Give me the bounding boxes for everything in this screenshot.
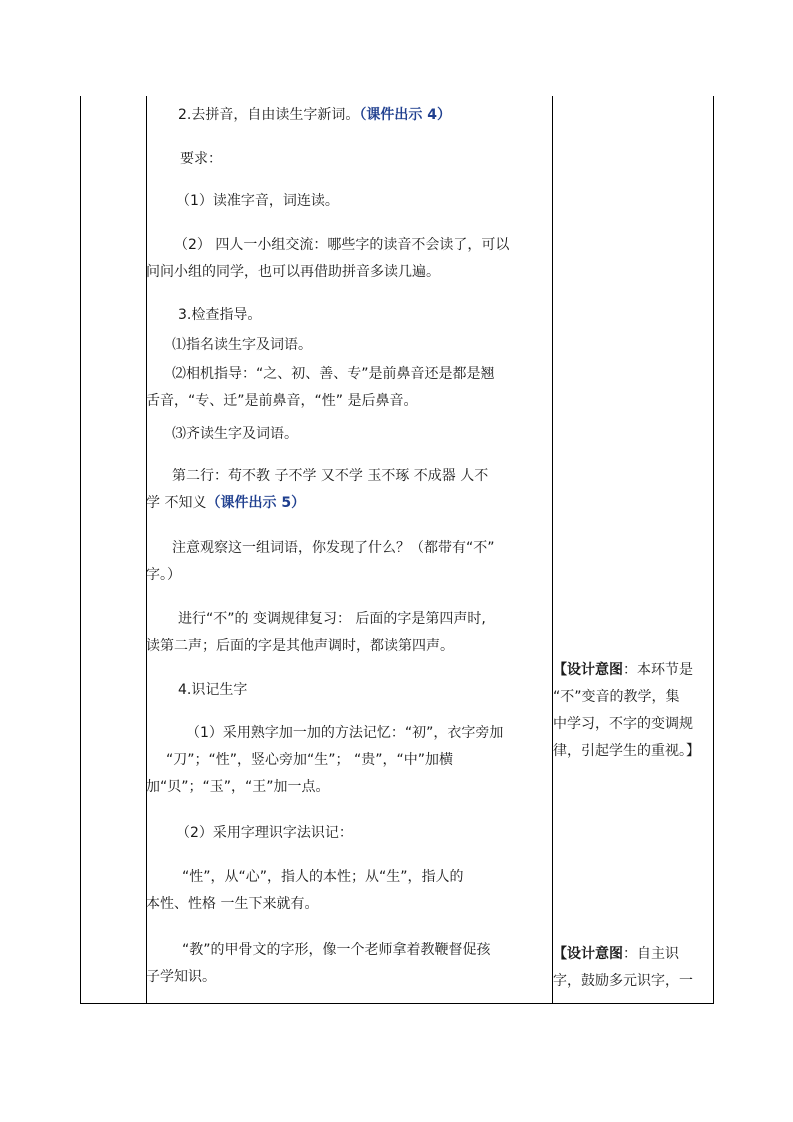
- table-border-col2: [552, 96, 553, 1004]
- memory-method-1-line-3: 加“贝”；“玉”，“王”加一点。: [146, 779, 330, 795]
- tone-rule-line-2: 读第二声；后面的字是其他声调时，都读第四声。: [146, 638, 454, 654]
- second-row-line-1: 第二行：苟不教 子不学 又不学 玉不琢 不成器 人不: [172, 468, 489, 484]
- observe-paragraph: [146, 535, 552, 589]
- step-2-paragraph: [146, 102, 552, 129]
- character-jiao-paragraph: [146, 937, 552, 991]
- requirements-label: 要求：: [180, 151, 222, 167]
- check-item-3: ⑶齐读生字及词语。: [172, 426, 298, 442]
- design-intent-label-1: 【设计意图: [553, 662, 623, 678]
- memory-method-1-line-2: “刀”；“性”，竖心旁加“生”； “贵”，“中”加横: [166, 752, 453, 768]
- check-item-1: ⑴指名读生字及词语。: [172, 337, 312, 353]
- table-border-left: [80, 96, 81, 1004]
- requirement-2-line-2: 问问小组的同学，也可以再借助拼音多读几遍。: [146, 264, 440, 280]
- second-row-paragraph: [146, 463, 552, 517]
- character-jiao-line-1: “教”的甲骨文的字形，像一个老师拿着教鞭督促孩: [182, 942, 491, 958]
- courseware-note-5: （课件出示 5）: [206, 495, 306, 511]
- design-intent-note-1-line-1-rest: ：本环节是: [623, 662, 693, 678]
- requirement-2-line-1: （2） 四人一小组交流：哪些字的读音不会读了，可以: [174, 237, 510, 253]
- tone-rule-line-1: 进行“不”的 变调规律复习： 后面的字是第四声时,: [178, 611, 486, 627]
- design-intent-note-2-line-2: 字，鼓励多元识字，一: [553, 973, 693, 989]
- design-intent-note-2-line-1-rest: ：自主识: [623, 946, 679, 962]
- step-3-heading: 3.检查指导。: [178, 307, 262, 323]
- check-item-2: [146, 361, 552, 415]
- memory-method-1: [146, 720, 552, 801]
- design-intent-note-1-line-4: 律，引起学生的重视。】: [553, 743, 700, 759]
- step-2-text: 2.去拼音，自由读生字新词。: [178, 107, 360, 123]
- tone-rule-paragraph: [146, 606, 552, 660]
- character-jiao-line-2: 子学知识。: [146, 969, 216, 985]
- check-item-2-line-1: ⑵相机指导：“之、初、善、专”是前鼻音还是都是翘: [172, 366, 495, 382]
- requirement-2: [146, 232, 552, 286]
- design-intent-note-1-line-3: 中学习，不字的变调规: [553, 716, 693, 732]
- memory-method-1-line-1: （1）采用熟字加一加的方法记忆：“初”，衣字旁加: [186, 725, 504, 741]
- design-intent-note-2-line-1: [553, 941, 715, 968]
- observe-line-2: 字。）: [146, 567, 181, 583]
- design-intent-note-1: [553, 657, 715, 765]
- design-intent-note-1-line-2: “不”变音的教学，集: [553, 689, 680, 705]
- courseware-note-4: （课件出示 4）: [359, 107, 451, 123]
- table-border-bottom: [80, 1003, 714, 1004]
- character-xing-line-2: 本性、性格 一生下来就有。: [146, 896, 319, 912]
- design-intent-label-2: 【设计意图: [553, 946, 623, 962]
- step-4-heading: 4.识记生字: [178, 682, 248, 698]
- character-xing-line-1: “性”，从“心”，指人的本性；从“生”，指人的: [182, 869, 464, 885]
- design-intent-note-1-line-1: [553, 657, 715, 684]
- second-row-line-2-text: 学 不知义: [146, 495, 207, 511]
- design-intent-note-2: [553, 941, 715, 995]
- character-xing-paragraph: [146, 864, 552, 918]
- requirement-1: （1）读准字音，词连读。: [176, 193, 339, 209]
- table-border-right: [713, 96, 714, 1004]
- check-item-2-line-2: 舌音，“专、迁”是前鼻音，“性” 是后鼻音。: [146, 393, 418, 409]
- memory-method-2: （2）采用字理识字法识记：: [176, 825, 353, 841]
- second-row-line-2: [146, 490, 552, 517]
- observe-line-1: 注意观察这一组词语，你发现了什么？（都带有“不”: [172, 540, 495, 556]
